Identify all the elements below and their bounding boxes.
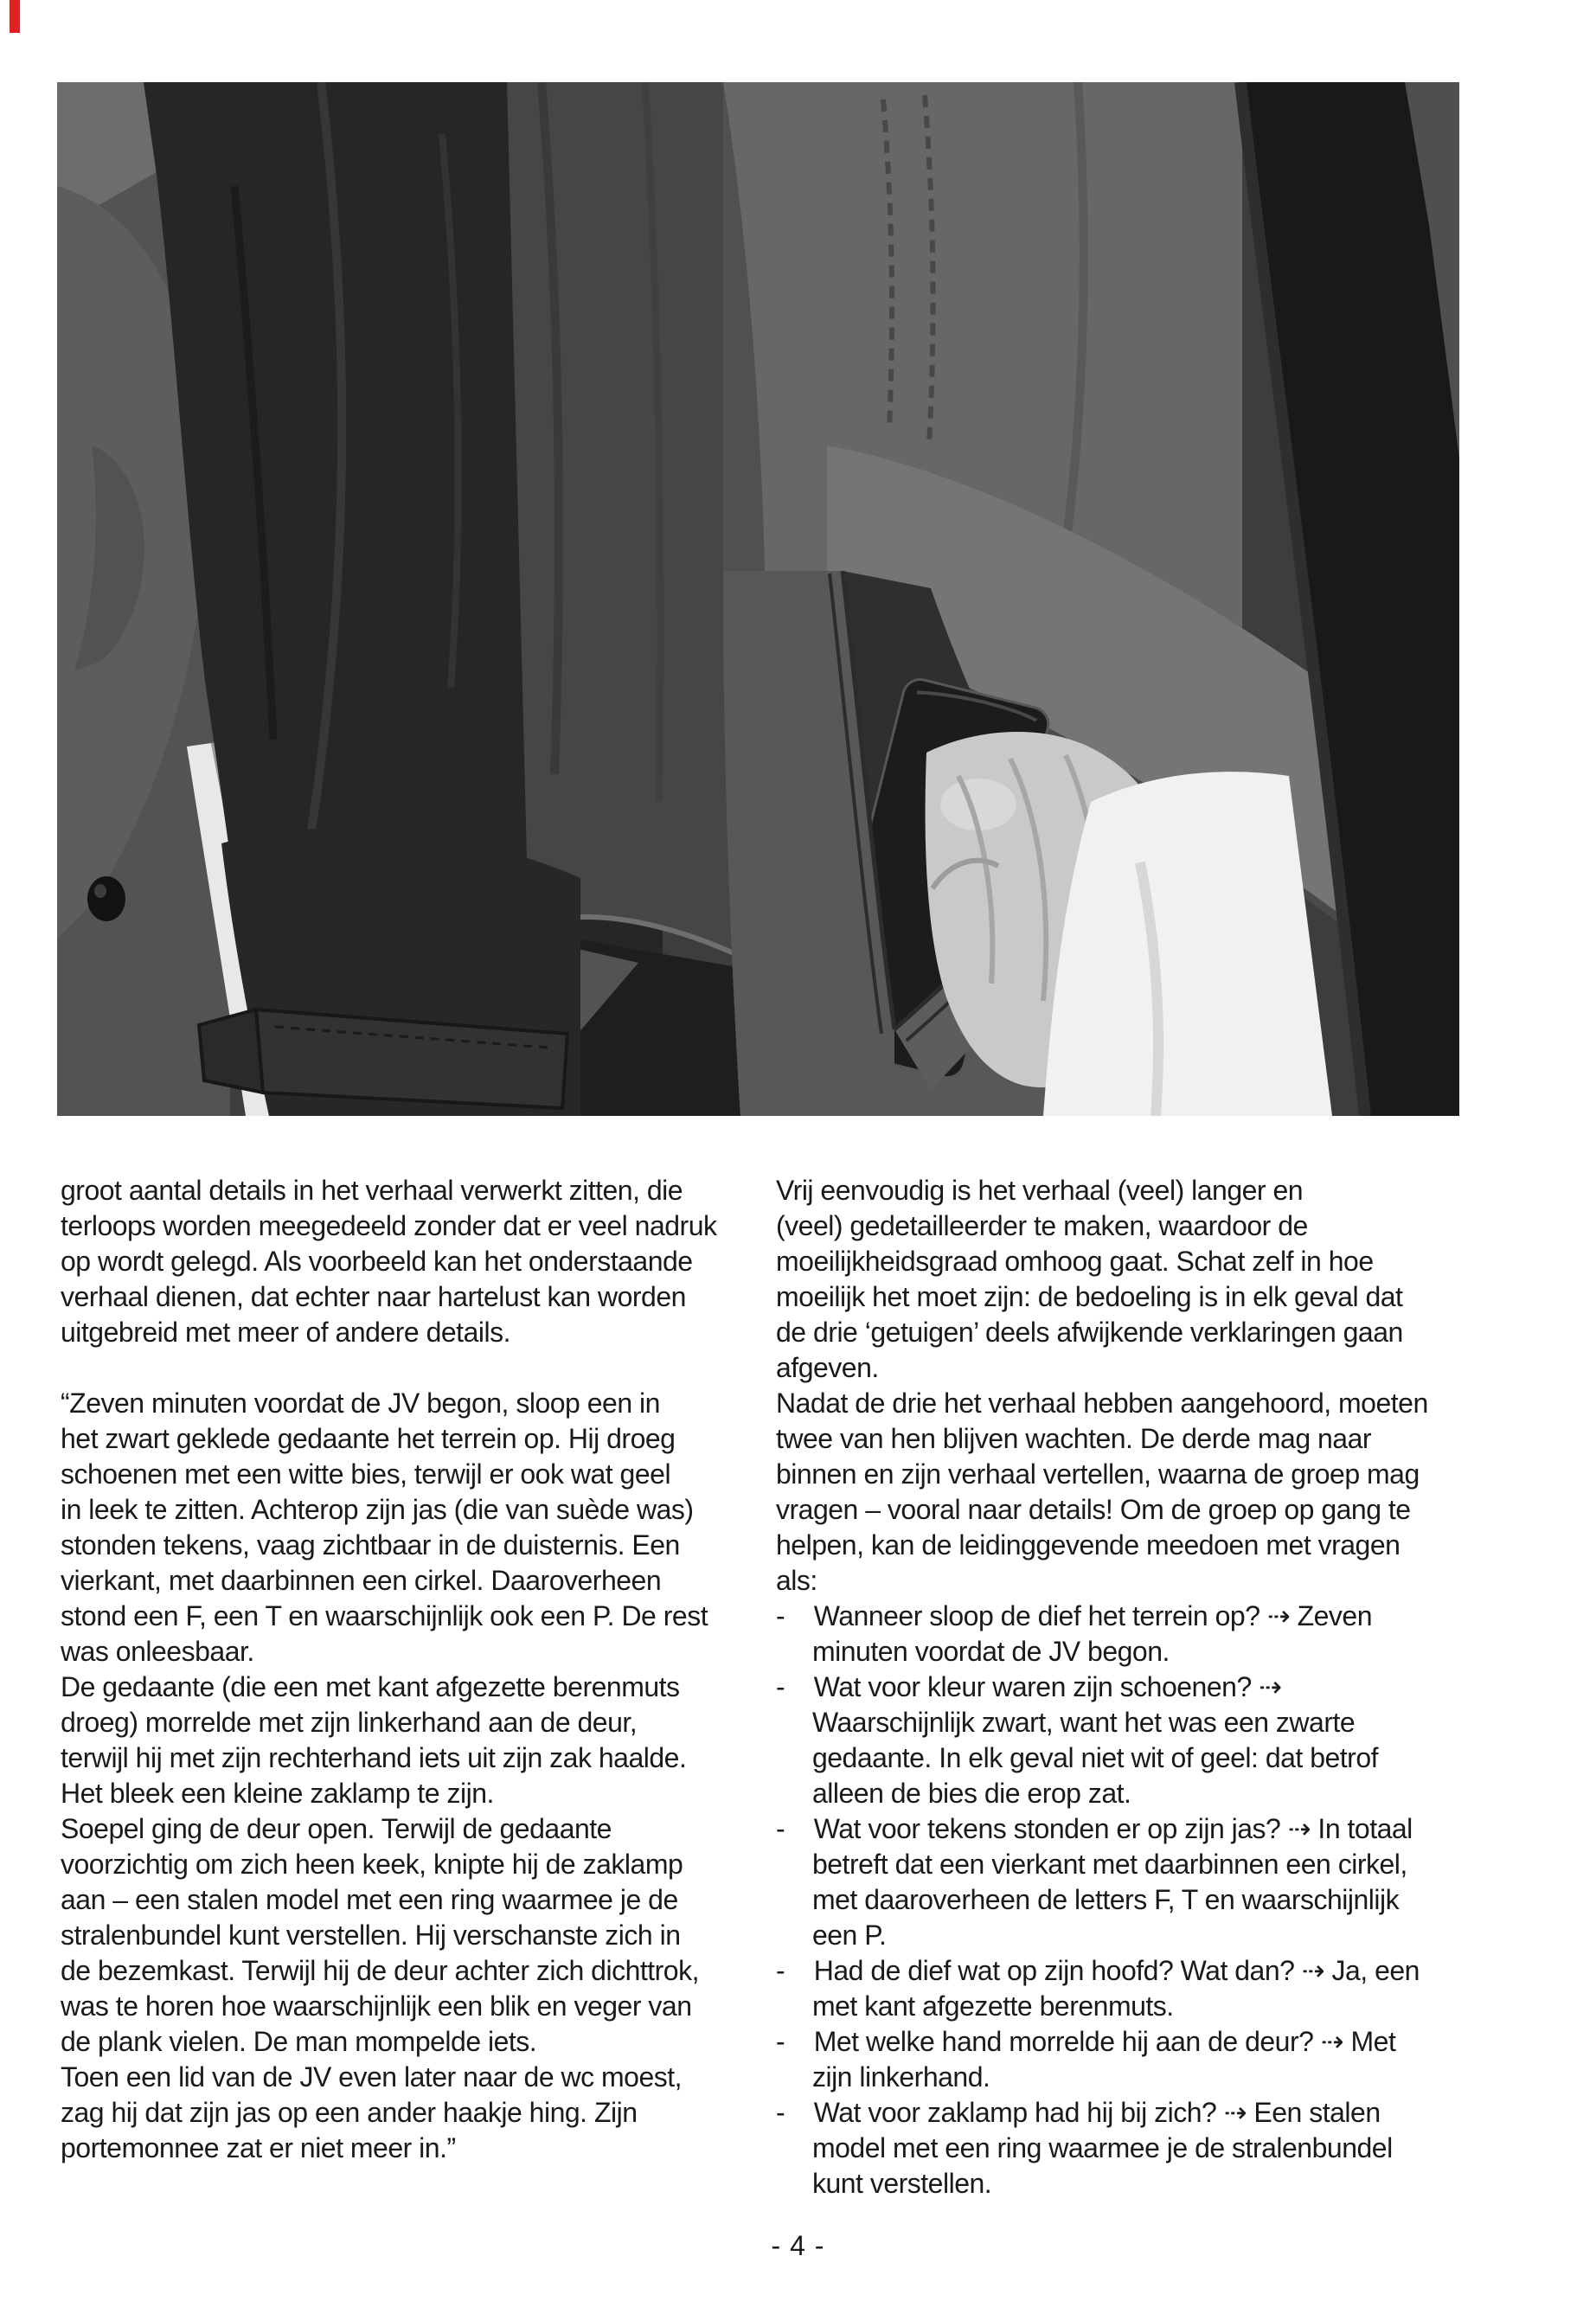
text-line: portemonnee zat er niet meer in.” <box>61 2132 456 2163</box>
text-line: de bezemkast. Terwijl hij de deur achter zich dichttrok, <box>61 1955 699 1986</box>
text-line: betreft dat een vierkant met daarbinnen een cirkel, <box>776 1849 1407 1880</box>
text-line: Nadat de drie het verhaal hebben aangehoord, moeten <box>776 1388 1428 1419</box>
text-line: een P. <box>776 1920 887 1951</box>
text-line: zag hij dat zijn jas op een ander haakje hing. Zijn <box>61 2097 638 2128</box>
text-line: op wordt gelegd. Als voorbeeld kan het onderstaande <box>61 1246 693 1277</box>
text-line: moeilijk het moet zijn: de bedoeling is in elk geval dat <box>776 1281 1403 1312</box>
text-line: voorzichtig om zich heen keek, knipte hij de zaklamp <box>61 1849 683 1880</box>
shirt-sleeve <box>1043 772 1332 1116</box>
text-line: was onleesbaar. <box>61 1636 254 1667</box>
text-line: “Zeven minuten voordat de JV begon, sloop een in <box>61 1388 660 1419</box>
text-line: gedaante. In elk geval niet wit of geel: dat betrof <box>776 1742 1379 1773</box>
text-line: was te horen hoe waarschijnlijk een blik en veger van <box>61 1990 692 2022</box>
text-line: Toen een lid van de JV even later naar de wc moest, <box>61 2061 683 2093</box>
text-line: verhaal dienen, dat echter naar hartelust kan worden <box>61 1281 686 1312</box>
text-line: uitgebreid met meer of andere details. <box>61 1317 510 1348</box>
text-line: - Met welke hand morrelde hij aan de deur? ⇢ Met <box>776 2026 1396 2057</box>
text-line: stralenbundel kunt verstellen. Hij verschanste zich in <box>61 1920 681 1951</box>
text-line: met kant afgezette berenmuts. <box>776 1990 1174 2022</box>
text-line: alleen de bies die erop zat. <box>776 1778 1131 1809</box>
text-line: (veel) gedetailleerder te maken, waardoor de <box>776 1210 1308 1241</box>
text-line: - Wanneer sloop de dief het terrein op? ⇢ Zeven <box>776 1600 1373 1631</box>
text-line: afgeven. <box>776 1352 879 1383</box>
text-line: kunt verstellen. <box>776 2168 992 2199</box>
text-line: Waarschijnlijk zwart, want het was een zwarte <box>776 1707 1356 1738</box>
right-column <box>776 1173 1464 2202</box>
text-line: de drie ‘getuigen’ deels afwijkende verklaringen gaan <box>776 1317 1403 1348</box>
coat-left-sleeve <box>199 829 580 1116</box>
text-line: als: <box>776 1565 817 1596</box>
text-line: het zwart geklede gedaante het terrein op. Hij droeg <box>61 1423 676 1454</box>
text-line: Vrij eenvoudig is het verhaal (veel) langer en <box>776 1175 1304 1206</box>
text-line: met daaroverheen de letters F, T en waarschijnlijk <box>776 1884 1400 1915</box>
text-line: - Had de dief wat op zijn hoofd? Wat dan? ⇢ Ja, een <box>776 1955 1420 1986</box>
text-line: minuten voordat de JV begon. <box>776 1636 1170 1667</box>
text-line: - Wat voor kleur waren zijn schoenen? ⇢ <box>776 1671 1282 1702</box>
text-line: Het bleek een kleine zaklamp te zijn. <box>61 1778 494 1809</box>
text-line: De gedaante (die een met kant afgezette berenmuts <box>61 1671 680 1702</box>
text-line <box>61 1350 766 1386</box>
text-line: terloops worden meegedeeld zonder dat er veel nadruk <box>61 1210 717 1241</box>
text-line: in leek te zitten. Achterop zijn jas (die van suède was) <box>61 1494 694 1525</box>
text-line: binnen en zijn verhaal vertellen, waarna de groep mag <box>776 1458 1420 1490</box>
text-line: aan – een stalen model met een ring waarmee je de <box>61 1884 678 1915</box>
text-line: de plank vielen. De man mompelde iets. <box>61 2026 537 2057</box>
text-line: droeg) morrelde met zijn linkerhand aan de deur, <box>61 1707 638 1738</box>
text-line: vragen – vooral naar details! Om de groep op gang te <box>776 1494 1411 1525</box>
text-line: stond een F, een T en waarschijnlijk ook een P. De rest <box>61 1600 708 1631</box>
pickpocket-photo <box>57 82 1459 1116</box>
text-line: Soepel ging de deur open. Terwijl de gedaante <box>61 1813 612 1844</box>
text-line: zijn linkerhand. <box>776 2061 990 2093</box>
text-line: vierkant, met daarbinnen een cirkel. Daaroverheen <box>61 1565 662 1596</box>
text-line: twee van hen blijven wachten. De derde mag naar <box>776 1423 1372 1454</box>
text-line: moeilijkheidsgraad omhoog gaat. Schat zelf in hoe <box>776 1246 1374 1277</box>
text-line: stonden tekens, vaag zichtbaar in de duisternis. Een <box>61 1529 680 1561</box>
red-crop-mark <box>10 0 20 33</box>
text-line: model met een ring waarmee je de stralenbundel <box>776 2132 1393 2163</box>
page-number: - 4 - <box>771 2230 825 2261</box>
text-line: - Wat voor tekens stonden er op zijn jas? ⇢ In totaal <box>776 1813 1413 1844</box>
photo-illustration <box>57 82 1459 1116</box>
text-line: - Wat voor zaklamp had hij bij zich? ⇢ Een stalen <box>776 2097 1381 2128</box>
left-column <box>61 1173 766 2166</box>
text-line: helpen, kan de leidinggevende meedoen met vragen <box>776 1529 1401 1561</box>
text-line: schoenen met een witte bies, terwijl er ook wat geel <box>61 1458 671 1490</box>
text-line: terwijl hij met zijn rechterhand iets uit zijn zak haalde. <box>61 1742 687 1773</box>
text-line: groot aantal details in het verhaal verwerkt zitten, die <box>61 1175 683 1206</box>
